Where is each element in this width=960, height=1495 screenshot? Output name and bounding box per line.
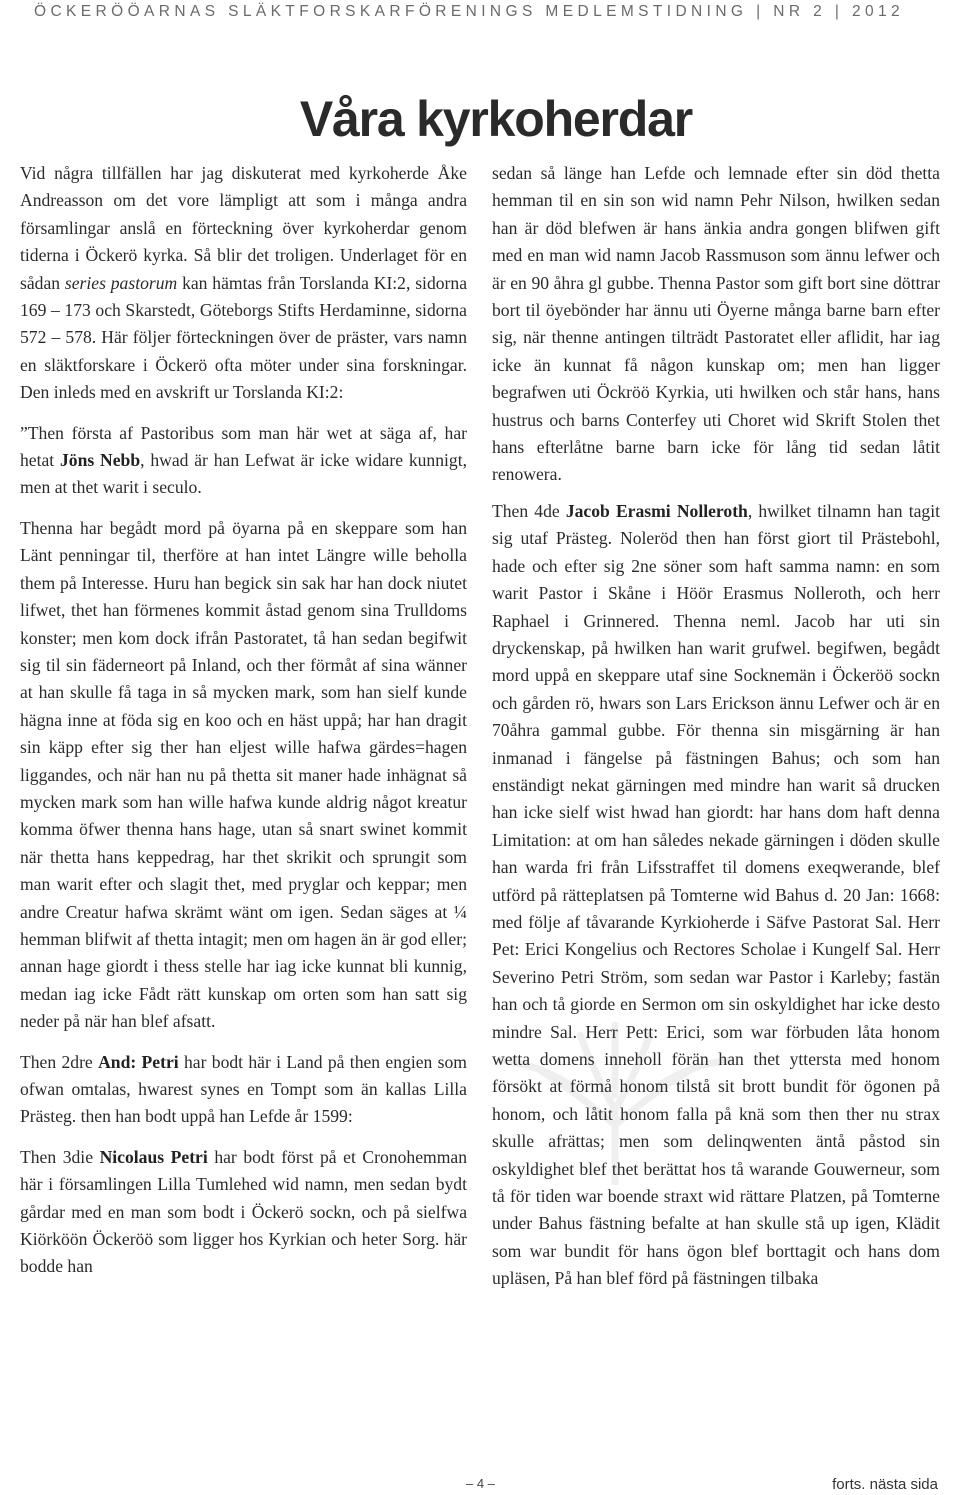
continuation-paragraph: sedan så länge han Lefde och lemnade efter sin död thetta hemman til en sin son wid namn Pehr Nilson, hwilken sedan han är död blefwen är hans änkia andra gongen blifwen gift med en man wid namn Jacob Rassmuson som ännu lefwer och är en 90 åhra gl gubbe. Thenna Pastor som gift bort sine döttrar bort til öyebönder har ännu uti Öyerne många barne barn efter sig, när thenne antingen tilträdt Pastoratet eller aflidit, har iag icke än kunnat få någon kunskap om; men han ligger begrafwen uti Öckröö Kyrkia, uti hwilken och står hans, hans hustrus och barns Conterfey uti Choret wid Skrift Stolen thet hans efterlåtne barne barn icke för lång tid sedan låtit renowera.	[492, 163, 940, 485]
priest-name: Jacob Erasmi Nolleroth	[565, 500, 748, 521]
quote-paragraph-2: Thenna har begådt mord på öyarna på en skeppare som han Länt penningar til, therföre at han intet Längre wille beholla them på Interesse. Huru han begick sin sak har han dock niutet lifwet, thet han förmenes kommit åstad genom sina Trulldoms konster; men kom dock ifrån Pastoratet, tå han sedan begifwit sig til sin fäderneort på Inland, och ther förmåt af sina wänner at han skulle få taga in så mycken mark, som han sielf kunde hägna inne at föda sig en koo och en häst uppå; har han dragit sin käpp efter sig ther han eljest wille hafwa gärdes=hagen liggandes, och när han nu på thetta sit maner hade inhägnat så mycken mark som han wille hafwa kunde aldrig något kreatur komma öfwer thenna hans hage, utan så snart swinet kommit när thetta hans keppedrag, har thet skrikit och sprungit som man warit efter och slagit thet, med pryglar och keppar; men andre Creatur hafwa skrämt wänt om igen. Sedan säges at ¼ hemman blifwit af thetta intagit; men om hagen än är god eller; annan hage giordt i thess stelle har iag icke kunnat bli kunnig, medan iag icke Fådt rätt kunskap om orten som han satt sig neder på när han blef afsatt.	[20, 517, 467, 1032]
left-column	[20, 160, 467, 1294]
quote-paragraph-3: Then 2dre And: Petri har bodt här i Land på then engien som ofwan omtalas, hwarest synes en Tompt som än kallas Lilla Prästeg. then han bodt uppå han Lefde år 1599:	[20, 1051, 467, 1127]
priest-name: And: Petri	[98, 1051, 179, 1072]
right-column	[492, 160, 940, 1306]
priest-name: Nicolaus Petri	[99, 1146, 208, 1167]
masthead: ÖCKERÖÖARNAS SLÄKTFORSKARFÖRENINGS MEDLEMSTIDNING | NR 2 | 2012	[34, 3, 905, 20]
quote-paragraph-1: ”Then första af Pastoribus som man här wet at säga af, har hetat Jöns Nebb, hwad är han Lefwat är icke widare kunnigt, men at thet warit i seculo.	[20, 422, 467, 498]
intro-paragraph: Vid några tillfällen har jag diskuterat med kyrkoherde Åke Andreasson om det vore lämpligt att som i många andra församlingar anslå en förteckning över kyrkoherdar genom tiderna i Öckerö kyrka. Så blir det troligen. Underlaget för en sådan series pastorum kan hämtas från Torslanda KI:2, sidorna 169 – 173 och Skarstedt, Göteborgs Stifts Herdaminne, sidorna 572 – 578. Här följer förteckningen över de präster, vars namn en släktforskare i Öckerö ofta möter under sina forskningar. Den inleds med en avskrift ur Torslanda KI:2:	[20, 163, 467, 403]
priest-name: Jöns Nebb	[60, 450, 141, 471]
quote-paragraph-4: Then 3die Nicolaus Petri har bodt först på et Cronohemman här i församlingen Lilla Tumlehed wid namn, men sedan bydt gårdar med en man som bodt i Öckerö sockn, och på sielfwa Kiörköön Öckeröö som ligger hos Kyrkian och heter Sorg. här bodde han	[20, 1146, 467, 1277]
quote-paragraph-5: Then 4de Jacob Erasmi Nolleroth, hwilket tilnamn han tagit sig utaf Prästeg. Noleröd then han först giort til Prästebohl, hade och efter sig 2ne söner som haft samma namn: en som warit Pastor i Skåne i Höör Erasmus Nolleroth, och herr Raphael i Grinnered. Thenna neml. Jacob har uti sin dryckenskap, på hwilken han warit grufwel. begifwen, begådt mord uppå en skeppare utaf sine Socknemän i Öckeröö sockn och gården rö, hwars son Lars Erickson ännu Lefwer och är en 70åhra gammal gubbe. För thenna sin misgärning är han inmanad i fängelse på fästningen Bahus; och som han enständigt nekat gärningen med mindre han warit så drucken han icke sielf wist hwad han giordt: har hans dom haft denna Limitation: at om han således nekade gärningen i döden skulle han warda fri från Lifsstraffet til domens exeqwerande, blef utförd på rätteplatsen på Tomterne wid Bahus d. 20 Jan: 1668: med följe af tåvarande Kyrkioherde i Säfve Pastorat Sal. Herr Pet: Erici Kongelius och Rectores Scholae i Kungelf Sal. Herr Severino Petri Ström, som sedan war Pastor i Karleby; fastän han och tå giorde en Sermon om sin oskyldighet har icke desto mindre Sal. Herr Pett: Erici, som war förbuden låta honom wetta domens inneholl förän han thet yttersta med honom försökt at förmå honom tilstå sit brott bundit för ögonen på honom, och låtit honom falla på knä som then ther nu strax skulle afrättas; men som delinqwenten äntå påstod sin oskyldighet blef thet berättat hos tå warande Gouwerneur, som tå för tiden war boende straxt wid rättare Platzen, på Tomterne under Bahus fästning befalte at han skulle stå up igen, Klädit som war bundit för hans ögon blef borttagit och hans dom upläsen, På han blef förd på fästningen tilbaka	[492, 500, 940, 1289]
continued-note: forts. nästa sida	[832, 1476, 938, 1493]
article-title: Våra kyrkoherdar	[299, 90, 692, 147]
italic-term: series pastorum	[64, 272, 178, 293]
page-number: – 4 –	[466, 1476, 495, 1491]
